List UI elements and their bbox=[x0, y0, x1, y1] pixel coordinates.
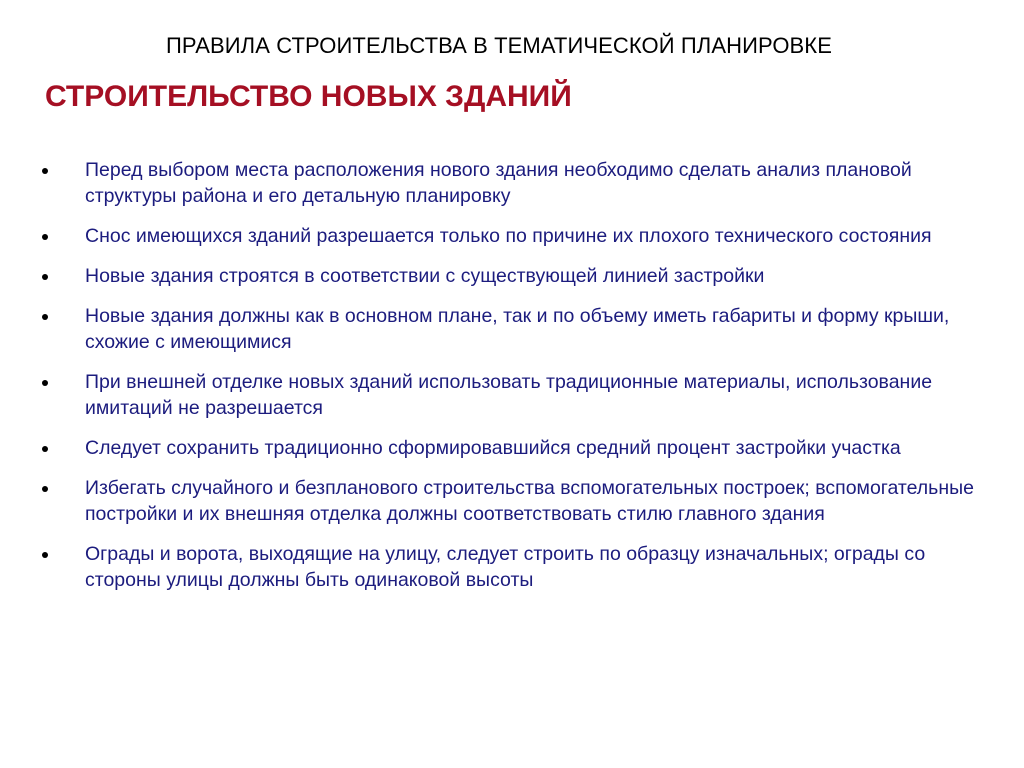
bullet-dot-icon bbox=[42, 380, 48, 386]
bullet-text: При внешней отделке новых зданий использовать традиционные материалы, использование имитаций не разрешается bbox=[85, 371, 933, 419]
bullet-dot-icon bbox=[42, 446, 48, 452]
bullet-text: Ограды и ворота, выходящие на улицу, следует строить по образцу изначальных; ограды со стороны улицы должны быть одинаковой высоты bbox=[85, 543, 926, 591]
bullet-item bbox=[40, 541, 980, 593]
bullet-list bbox=[40, 157, 980, 607]
bullet-text: Новые здания должны как в основном плане, так и по объему иметь габариты и форму крыши, схожие с имеющимися bbox=[85, 305, 950, 353]
bullet-dot-icon bbox=[42, 274, 48, 280]
slide-header-title: ПРАВИЛА СТРОИТЕЛЬСТВА В ТЕМАТИЧЕСКОЙ ПЛАНИРОВКЕ bbox=[166, 33, 832, 58]
bullet-item bbox=[40, 435, 980, 461]
bullet-dot-icon bbox=[42, 552, 48, 558]
bullet-item bbox=[40, 369, 980, 421]
bullet-text: Избегать случайного и безпланового строительства вспомогательных построек; вспомогательные постройки и их внешняя отделка должны соответствовать стилю главного здания bbox=[85, 477, 974, 525]
bullet-item bbox=[40, 223, 980, 249]
slide-main-title: СТРОИТЕЛЬСТВО НОВЫХ ЗДАНИЙ bbox=[45, 80, 572, 113]
bullet-dot-icon bbox=[42, 168, 48, 174]
bullet-text: Следует сохранить традиционно сформировавшийся средний процент застройки участка bbox=[85, 437, 901, 459]
bullet-text: Снос имеющихся зданий разрешается только по причине их плохого технического состояния bbox=[85, 225, 932, 247]
bullet-item bbox=[40, 263, 980, 289]
bullet-dot-icon bbox=[42, 486, 48, 492]
bullet-item bbox=[40, 157, 980, 209]
bullet-item bbox=[40, 303, 980, 355]
bullet-dot-icon bbox=[42, 234, 48, 240]
bullet-text: Перед выбором места расположения нового здания необходимо сделать анализ плановой структуры района и его детальную планировку bbox=[85, 159, 912, 207]
bullet-dot-icon bbox=[42, 314, 48, 320]
bullet-text: Новые здания строятся в соответствии с существующей линией застройки bbox=[85, 265, 765, 287]
bullet-item bbox=[40, 475, 980, 527]
